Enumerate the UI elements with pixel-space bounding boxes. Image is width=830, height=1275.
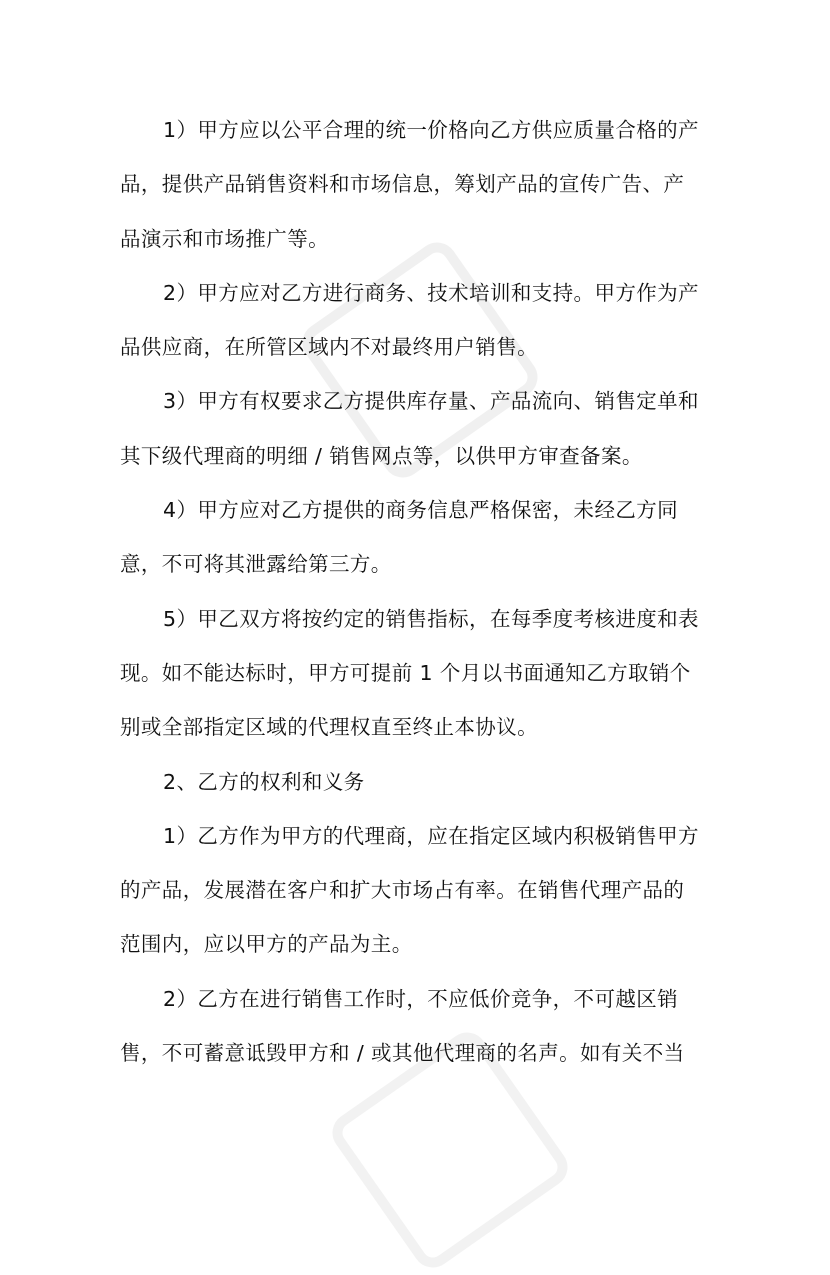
text-line: 3）甲方有权要求乙方提供库存量、产品流向、销售定单和 (163, 389, 699, 414)
paragraph (120, 972, 720, 1081)
document-body (120, 103, 720, 1080)
paragraph (120, 103, 720, 266)
paragraph (120, 592, 720, 755)
paragraph (120, 483, 720, 592)
text-line: 2）乙方在进行销售工作时，不应低价竞争，不可越区销 (163, 986, 679, 1011)
text-line: 范围内，应以甲方的产品为主。 (120, 932, 413, 957)
text-line: 1）乙方作为甲方的代理商，应在指定区域内积极销售甲方 (163, 823, 699, 848)
paragraph (120, 809, 720, 972)
text-line: 品，提供产品销售资料和市场信息，筹划产品的宣传广告、产 (120, 172, 685, 197)
text-line: 售，不可蓄意诋毁甲方和 / 或其他代理商的名声。如有关不当 (120, 1041, 685, 1066)
text-line: 5）甲乙双方将按约定的销售指标，在每季度考核进度和表 (163, 606, 699, 631)
text-line: 现。如不能达标时，甲方可提前 1 个月以书面通知乙方取销个 (120, 660, 691, 685)
paragraph (120, 374, 720, 483)
text-line: 其下级代理商的明细 / 销售网点等，以供甲方审查备案。 (120, 443, 643, 468)
paragraph (120, 755, 720, 809)
text-line: 1）甲方应以公平合理的统一价格向乙方供应质量合格的产 (163, 118, 699, 142)
text-line: 2）甲方应对乙方进行商务、技术培训和支持。甲方作为产 (163, 280, 699, 305)
paragraph (120, 266, 720, 375)
text-line: 品演示和市场推广等。 (120, 226, 329, 251)
text-line: 4）甲方应对乙方提供的商务信息严格保密，未经乙方同 (163, 498, 679, 523)
text-line: 别或全部指定区域的代理权直至终止本协议。 (120, 715, 538, 740)
text-line: 的产品，发展潜在客户和扩大市场占有率。在销售代理产品的 (120, 878, 685, 903)
text-line: 品供应商，在所管区域内不对最终用户销售。 (120, 335, 538, 360)
text-line: 意，不可将其泄露给第三方。 (120, 552, 392, 577)
text-line: 2、乙方的权利和义务 (163, 769, 365, 794)
